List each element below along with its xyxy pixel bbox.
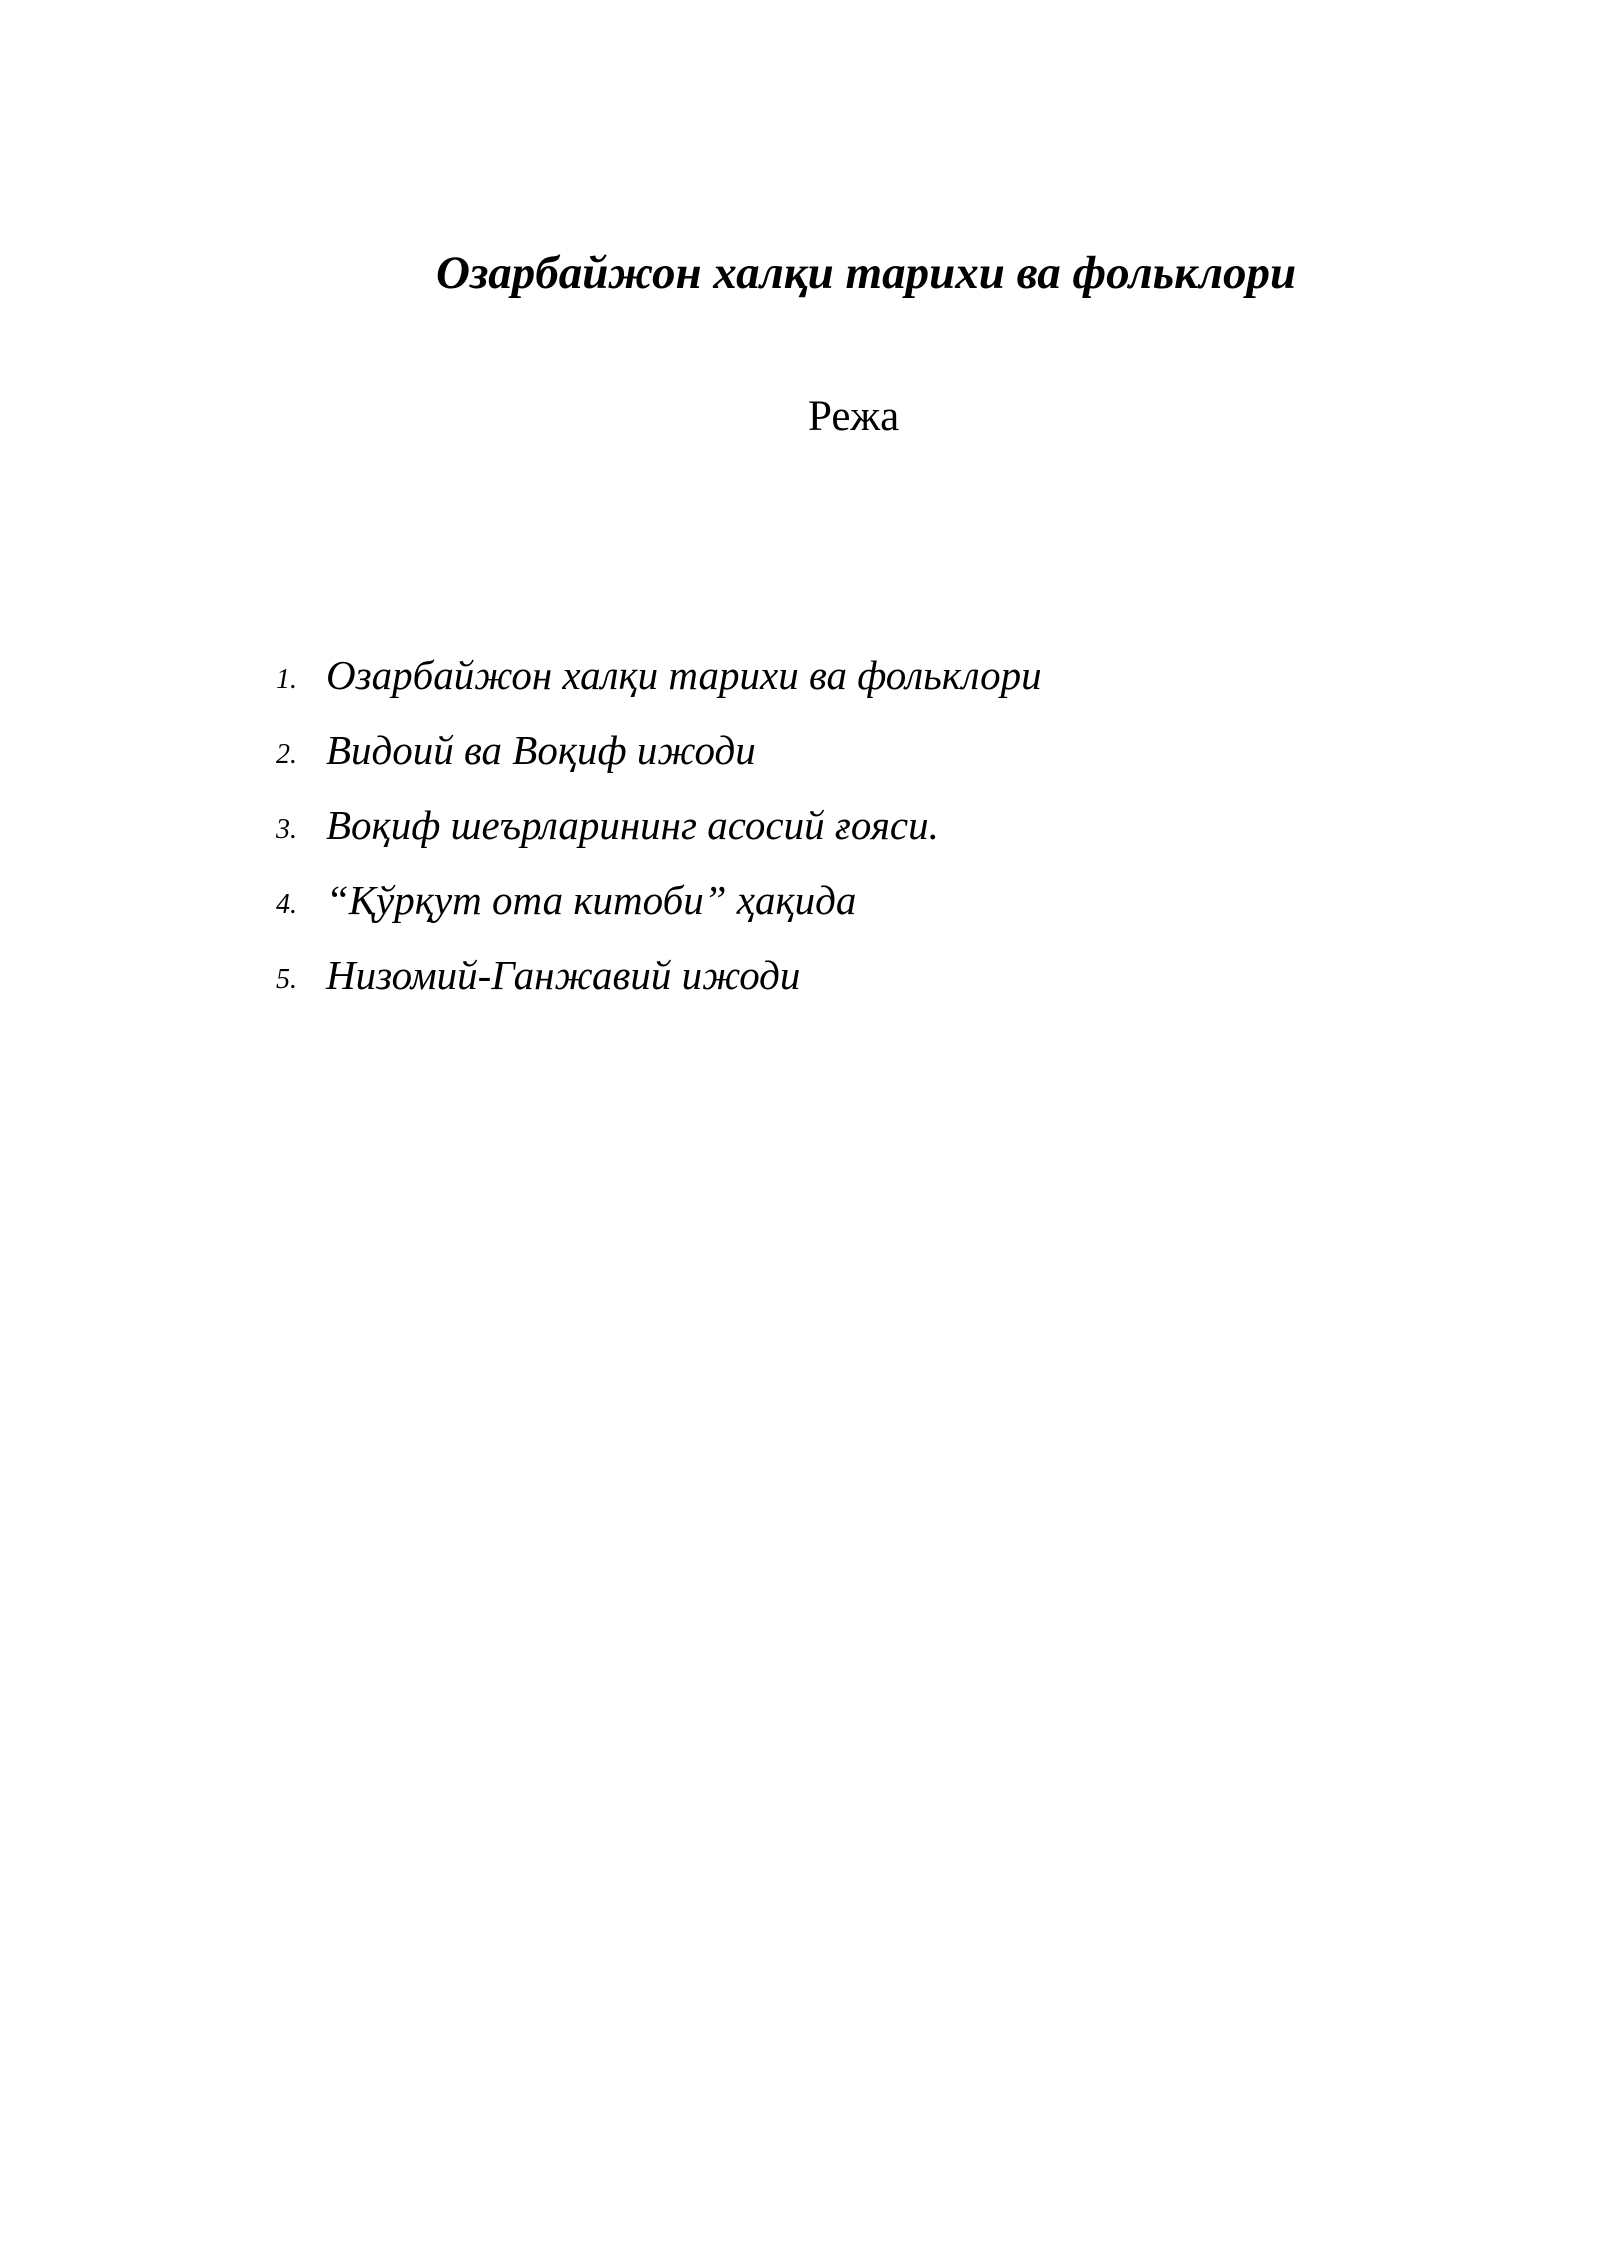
plan-item-text: Воқиф шеърларининг асосий ғояси. (326, 802, 939, 848)
plan-item-number: 4. (276, 889, 297, 920)
plan-item-text: “Қўрқут ота китоби” ҳақида (326, 877, 857, 923)
plan-item-number: 5. (276, 964, 297, 995)
plan-item-number: 1. (276, 664, 297, 695)
plan-item-number: 2. (276, 739, 297, 770)
plan-item-text: Озарбайжон халқи тарихи ва фольклори (326, 652, 1042, 698)
plan-item-number: 3. (276, 814, 297, 845)
document-title: Озарбайжон халқи тарихи ва фольклори (436, 247, 1297, 299)
plan-heading: Режа (808, 393, 900, 440)
plan-item-text: Видоий ва Воқиф ижоди (326, 727, 756, 773)
plan-item-text: Низомий-Ганжавий ижоди (326, 952, 801, 998)
